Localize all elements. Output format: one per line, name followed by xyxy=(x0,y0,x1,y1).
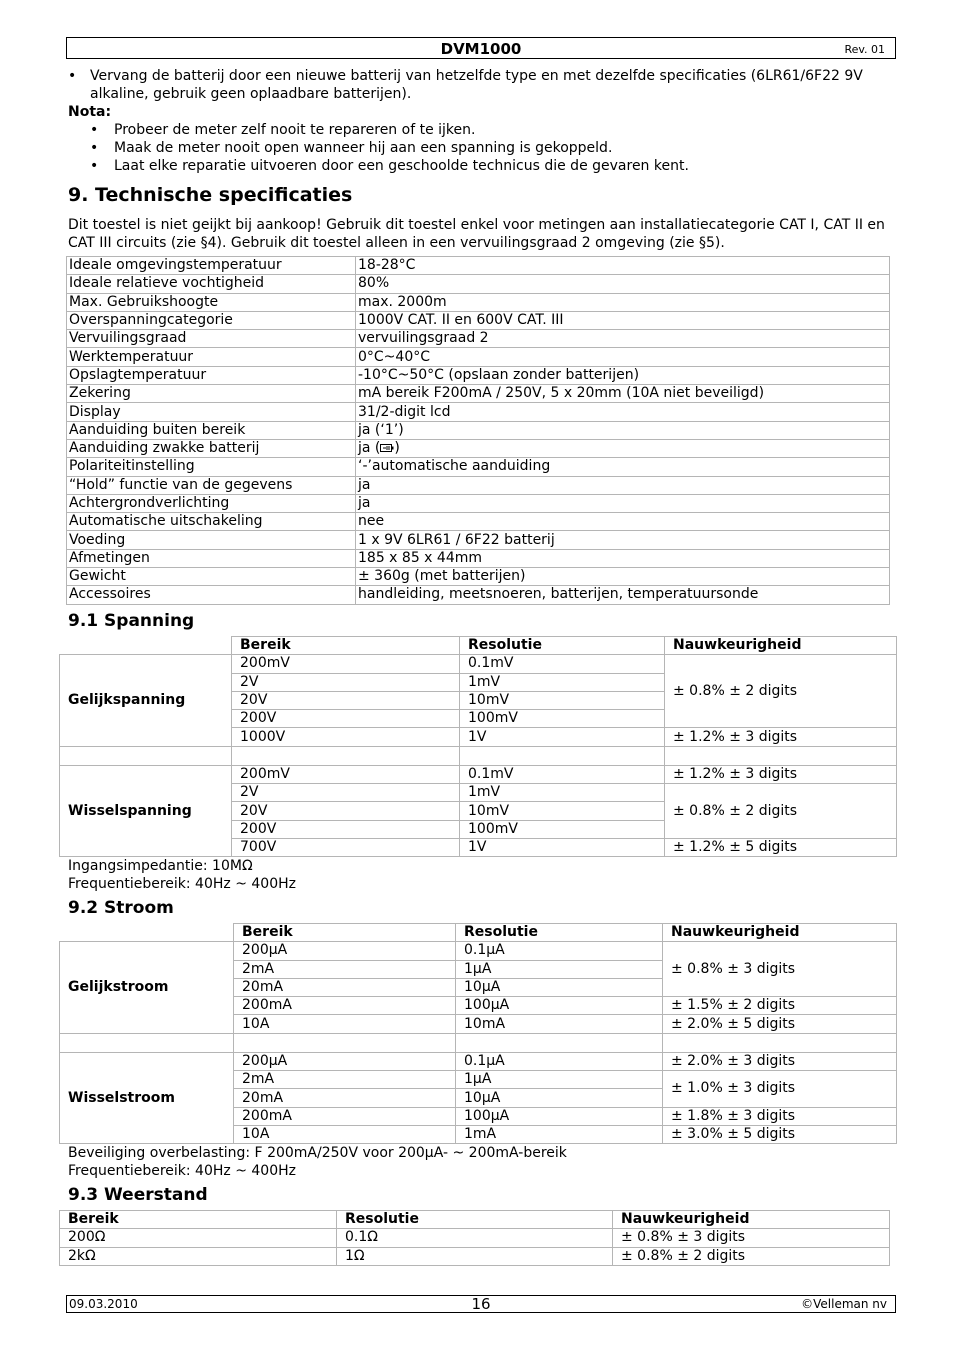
table-row xyxy=(67,494,890,512)
table-row: 10A 1mA ± 3.0% ± 5 digits xyxy=(60,1125,897,1143)
table-row xyxy=(67,403,890,421)
column-header: Bereik xyxy=(232,637,460,655)
spec-value: 1 x 9V 6LR61 / 6F22 batterij xyxy=(356,531,890,549)
spec-value: max. 2000m xyxy=(356,293,890,311)
spec-value: ja (‘1’) xyxy=(356,421,890,439)
spec-value: ja ( ) xyxy=(356,439,890,457)
frequency-range-note: Frequentiebereik: 40Hz ~ 400Hz xyxy=(68,876,296,892)
page-footer xyxy=(66,1295,896,1313)
revision-label: Rev. 01 xyxy=(844,43,885,56)
table-row: 200V 100mV xyxy=(60,820,897,838)
table-row: 20V 10mV xyxy=(60,802,897,820)
row-group-label: Gelijkspanning xyxy=(60,655,232,746)
table-row: 200Ω 0.1Ω ± 0.8% ± 3 digits xyxy=(60,1229,890,1247)
table-row: 2V 1mV xyxy=(60,673,897,691)
frequency-range-note: Frequentiebereik: 40Hz ~ 400Hz xyxy=(68,1163,296,1179)
table-row: 1000V 1V ± 1.2% ± 3 digits xyxy=(60,728,897,746)
row-group-label: Gelijkstroom xyxy=(60,942,234,1033)
spec-label: Max. Gebruikshoogte xyxy=(67,293,356,311)
nota-list xyxy=(66,121,886,175)
table-row: 2kΩ 1Ω ± 0.8% ± 2 digits xyxy=(60,1247,890,1265)
spec-label: Zekering xyxy=(67,385,356,403)
footer-date: 09.03.2010 xyxy=(69,1297,138,1311)
column-header: Resolutie xyxy=(460,637,665,655)
column-header: Bereik xyxy=(234,924,456,942)
column-header: Resolutie xyxy=(337,1211,613,1229)
table-row: 2mA 1µA ± 1.0% ± 3 digits xyxy=(60,1071,897,1089)
subsection-title-spanning: 9.1 Spanning xyxy=(68,611,195,631)
spec-label: Display xyxy=(67,403,356,421)
spec-label: Gewicht xyxy=(67,568,356,586)
column-header: Resolutie xyxy=(456,924,663,942)
spec-label: Opslagtemperatuur xyxy=(67,366,356,384)
table-row: 200mA 100µA ± 1.5% ± 2 digits xyxy=(60,997,897,1015)
spec-label: Overspanningcategorie xyxy=(67,311,356,329)
table-row: 700V 1V ± 1.2% ± 5 digits xyxy=(60,838,897,856)
table-row: 2mA 1µA xyxy=(60,960,897,978)
subsection-title-stroom: 9.2 Stroom xyxy=(68,898,174,918)
table-row: 200mA 100µA ± 1.8% ± 3 digits xyxy=(60,1107,897,1125)
table-row: Wisselspanning 200mV 0.1mV ± 1.2% ± 3 digits xyxy=(60,765,897,783)
spec-value: 0°C~40°C xyxy=(356,348,890,366)
table-row xyxy=(67,458,890,476)
overload-protection-note: Beveiliging overbelasting: F 200mA/250V voor 200µA- ~ 200mA-bereik xyxy=(68,1145,567,1161)
spec-value: vervuilingsgraad 2 xyxy=(356,330,890,348)
table-row: 20mA 10µA xyxy=(60,1089,897,1107)
table-row xyxy=(67,439,890,457)
column-header: Nauwkeurigheid xyxy=(613,1211,890,1229)
section-paragraph: Dit toestel is niet geijkt bij aankoop! Gebruik dit toestel enkel voor metingen aan installatiecategorie CAT I, CAT II en CAT III circuits (zie §4). Gebruik dit toestel alleen in een vervuilingsgraad 2 omgeving (zie §5). xyxy=(68,217,885,251)
spec-value: 80% xyxy=(356,275,890,293)
table-row: 20V 10mV xyxy=(60,691,897,709)
nota-label: Nota: xyxy=(68,104,112,120)
table-row: Wisselstroom 200µA 0.1µA ± 2.0% ± 3 digits xyxy=(60,1052,897,1070)
spec-label: Afmetingen xyxy=(67,549,356,567)
spec-label: Polariteitinstelling xyxy=(67,458,356,476)
page-number: 16 xyxy=(471,1295,491,1313)
spec-label: Achtergrondverlichting xyxy=(67,494,356,512)
table-row xyxy=(67,330,890,348)
battery-icon xyxy=(380,440,394,456)
spec-value: 1000V CAT. II en 600V CAT. III xyxy=(356,311,890,329)
column-header: Nauwkeurigheid xyxy=(665,637,897,655)
table-row: Gelijkstroom 200µA 0.1µA ± 0.8% ± 3 digits xyxy=(60,942,897,960)
table-row xyxy=(67,385,890,403)
table-row xyxy=(67,293,890,311)
spec-label: Vervuilingsgraad xyxy=(67,330,356,348)
spec-label: “Hold” functie van de gegevens xyxy=(67,476,356,494)
spec-value: ja xyxy=(356,476,890,494)
column-header: Nauwkeurigheid xyxy=(663,924,897,942)
table-row: 10A 10mA ± 2.0% ± 5 digits xyxy=(60,1015,897,1033)
table-row xyxy=(67,257,890,275)
table-row xyxy=(67,586,890,604)
list-item: • Vervang de batterij door een nieuwe batterij van hetzelfde type en met dezelfde specificaties (6LR61/6F22 9V alkaline, gebruik geen oplaadbare batterijen). xyxy=(66,67,886,103)
spec-label: Werktemperatuur xyxy=(67,348,356,366)
table-row xyxy=(67,476,890,494)
list-item: • Probeer de meter zelf nooit te repareren of te ijken. xyxy=(66,121,886,139)
spec-label: Accessoires xyxy=(67,586,356,604)
spec-label: Ideale omgevingstemperatuur xyxy=(67,257,356,275)
voltage-table xyxy=(59,636,897,857)
page-header xyxy=(66,37,896,59)
spec-value: ja xyxy=(356,494,890,512)
spec-value: 31/2-digit lcd xyxy=(356,403,890,421)
subsection-title-weerstand: 9.3 Weerstand xyxy=(68,1185,208,1205)
table-row xyxy=(67,549,890,567)
row-group-label: Wisselspanning xyxy=(60,765,232,856)
row-group-label: Wisselstroom xyxy=(60,1052,234,1143)
resistance-table xyxy=(59,1210,890,1266)
spec-label: Automatische uitschakeling xyxy=(67,513,356,531)
input-impedance-note: Ingangsimpedantie: 10MΩ xyxy=(68,858,253,874)
table-row xyxy=(67,513,890,531)
spec-value: mA bereik F200mA / 250V, 5 x 20mm (10A niet beveiligd) xyxy=(356,385,890,403)
specs-table xyxy=(66,256,890,605)
table-row xyxy=(67,366,890,384)
spec-label: Aanduiding buiten bereik xyxy=(67,421,356,439)
spec-value: 185 x 85 x 44mm xyxy=(356,549,890,567)
table-row: 20mA 10µA xyxy=(60,978,897,996)
spec-value: handleiding, meetsnoeren, batterijen, temperatuursonde xyxy=(356,586,890,604)
spec-label: Voeding xyxy=(67,531,356,549)
table-row: 200V 100mV xyxy=(60,710,897,728)
spec-value: -10°C~50°C (opslaan zonder batterijen) xyxy=(356,366,890,384)
table-row: Gelijkspanning 200mV 0.1mV ± 0.8% ± 2 digits xyxy=(60,655,897,673)
table-row xyxy=(67,275,890,293)
spec-value: nee xyxy=(356,513,890,531)
table-row xyxy=(67,531,890,549)
table-row xyxy=(67,311,890,329)
spec-value: ‘-’automatische aanduiding xyxy=(356,458,890,476)
table-row xyxy=(67,348,890,366)
battery-bullet-list xyxy=(66,67,886,103)
spec-value: ± 360g (met batterijen) xyxy=(356,568,890,586)
table-row xyxy=(67,421,890,439)
list-item: • Maak de meter nooit open wanneer hij aan een spanning is gekoppeld. xyxy=(66,139,886,157)
section-title: 9. Technische specificaties xyxy=(68,184,353,206)
table-row: 2V 1mV ± 0.8% ± 2 digits xyxy=(60,784,897,802)
column-header: Bereik xyxy=(60,1211,337,1229)
spec-label: Ideale relatieve vochtigheid xyxy=(67,275,356,293)
list-item: • Laat elke reparatie uitvoeren door een geschoolde technicus die de gevaren kent. xyxy=(66,157,886,175)
spec-label: Aanduiding zwakke batterij xyxy=(67,439,356,457)
spec-value: 18-28°C xyxy=(356,257,890,275)
footer-copyright: ©Velleman nv xyxy=(801,1297,887,1311)
current-table xyxy=(59,923,897,1144)
table-row xyxy=(67,568,890,586)
document-title: DVM1000 xyxy=(440,40,522,58)
